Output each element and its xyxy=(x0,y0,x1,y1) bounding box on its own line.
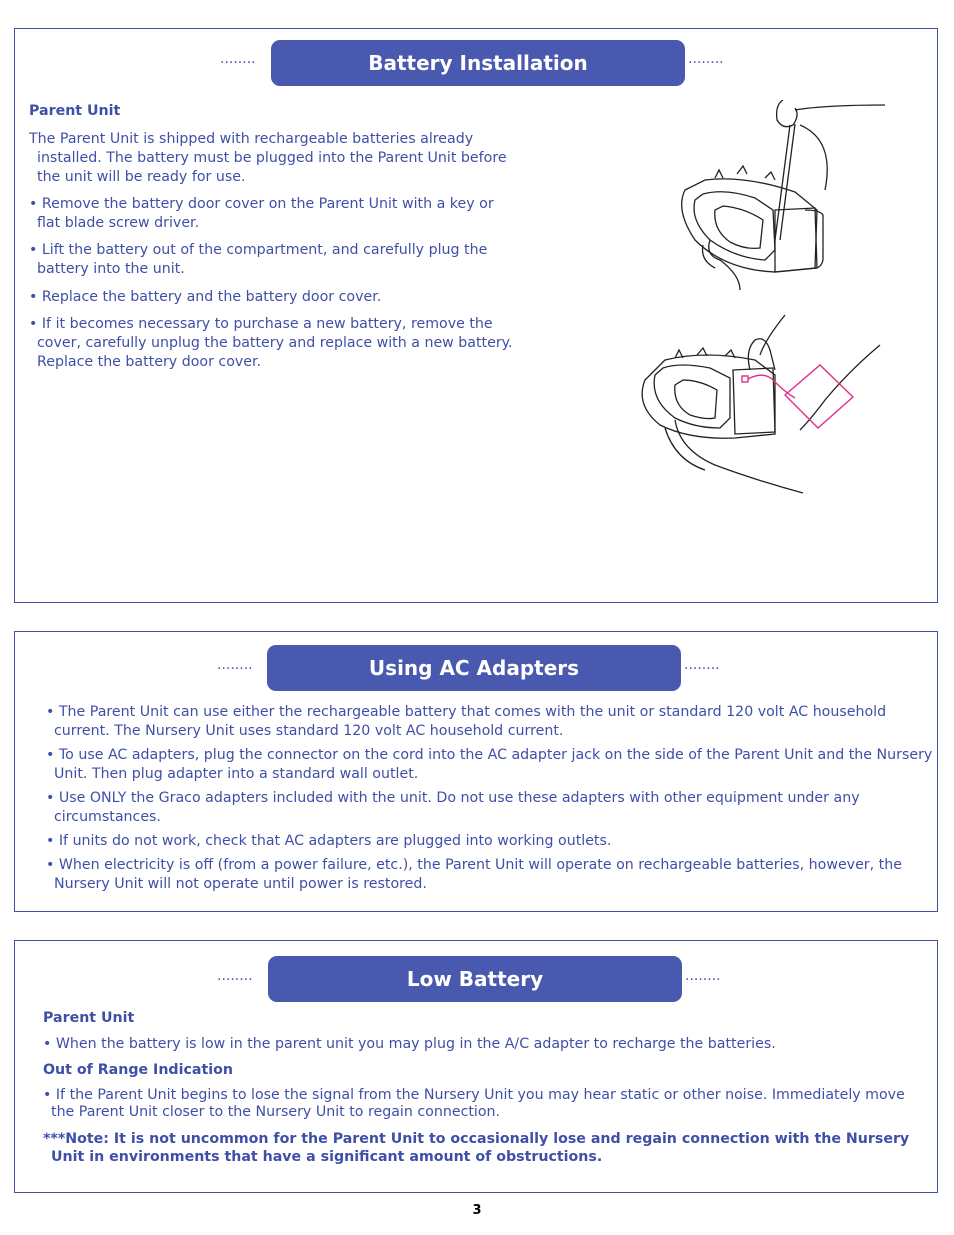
ac-bullet-4: • If units do not work, check that AC adapters are plugged into working outlets. xyxy=(46,833,612,849)
battery-bullet-3: • Replace the battery and the battery door cover. xyxy=(29,289,382,305)
battery-cover-removal-illustration xyxy=(665,100,895,295)
out-of-range-bullet: • If the Parent Unit begins to lose the signal from the Nursery Unit you may hear static or other noise. Immediately move the Parent Unit closer to the Nursery Unit to regain connection. xyxy=(43,1087,905,1120)
ac-adapters-heading: Using AC Adapters xyxy=(267,645,681,691)
decorative-dots-right: ········ xyxy=(688,55,724,71)
decorative-dots-right: ········ xyxy=(684,661,720,677)
ac-bullet-2: • To use AC adapters, plug the connector on the cord into the AC adapter jack on the side of the Parent Unit and the Nursery Unit. Then plug adapter into a standard wall outlet. xyxy=(46,747,933,782)
battery-installation-heading: Battery Installation xyxy=(271,40,685,86)
battery-bullet-1: • Remove the battery door cover on the Parent Unit with a key or flat blade screw driver. xyxy=(29,196,494,231)
low-battery-heading: Low Battery xyxy=(268,956,682,1002)
decorative-dots-left: ········ xyxy=(217,661,253,677)
battery-intro-text: The Parent Unit is shipped with rechargeable batteries already installed. The battery must be plugged into the Parent Unit before the unit will be ready for use. xyxy=(29,131,507,185)
ac-bullet-1: • The Parent Unit can use either the rechargeable battery that comes with the unit or standard 120 volt AC household current. The Nursery Unit uses standard 120 volt AC household current. xyxy=(46,704,887,739)
battery-bullet-2: • Lift the battery out of the compartment, and carefully plug the battery into the unit. xyxy=(29,242,488,277)
out-of-range-subhead: Out of Range Indication xyxy=(43,1062,233,1078)
decorative-dots-left: ········ xyxy=(220,55,256,71)
ac-bullet-5: • When electricity is off (from a power failure, etc.), the Parent Unit will operate on rechargeable batteries, however, the Nursery Unit will not operate until power is restored. xyxy=(46,857,902,892)
battery-bullet-4: • If it becomes necessary to purchase a new battery, remove the cover, carefully unplug the battery and replace with a new battery. Replace the battery door cover. xyxy=(29,316,513,370)
decorative-dots-right: ········ xyxy=(685,972,721,988)
connection-note: ***Note: It is not uncommon for the Parent Unit to occasionally lose and regain connection with the Nursery Unit in environments that have a significant amount of obstructions. xyxy=(43,1131,910,1165)
low-battery-bullet: • When the battery is low in the parent unit you may plug in the A/C adapter to recharge the batteries. xyxy=(43,1036,776,1052)
ac-bullet-3: • Use ONLY the Graco adapters included with the unit. Do not use these adapters with other equipment under any circumstances. xyxy=(46,790,860,825)
page-number: 3 xyxy=(472,1203,482,1218)
low-battery-parent-unit-subhead: Parent Unit xyxy=(43,1010,135,1026)
battery-unplug-illustration xyxy=(635,310,885,500)
decorative-dots-left: ········ xyxy=(217,972,253,988)
parent-unit-subhead: Parent Unit xyxy=(29,103,121,119)
